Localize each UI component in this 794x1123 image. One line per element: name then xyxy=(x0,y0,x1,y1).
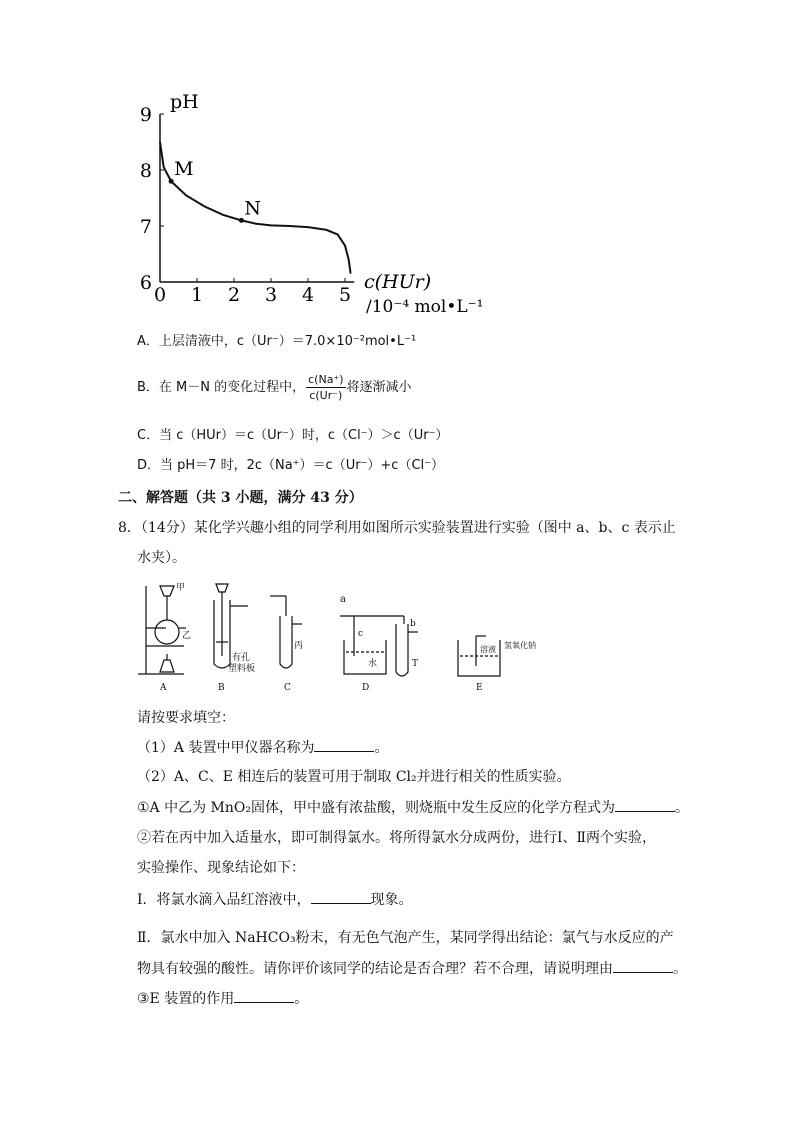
option-b-suffix: 将逐渐减小 xyxy=(346,380,412,395)
ph-chart xyxy=(130,88,510,320)
label-qyhn: 氢氧化钠 xyxy=(504,641,536,650)
label-B: B xyxy=(218,683,225,693)
apparatus-d xyxy=(340,616,418,676)
label-E: E xyxy=(476,683,483,693)
label-A: A xyxy=(160,683,167,693)
point-m xyxy=(169,179,174,184)
x-tick-label: 3 xyxy=(264,284,278,306)
answer-blank-4[interactable] xyxy=(613,958,673,973)
y-tick-label: 7 xyxy=(139,216,152,238)
label-rongye: 溶液 xyxy=(480,645,496,654)
point-label-n: N xyxy=(244,197,262,220)
answer-blank-2[interactable] xyxy=(615,797,675,812)
p6-end: 现象。 xyxy=(370,892,413,908)
p1-end: 。 xyxy=(374,740,389,756)
answer-blank-3[interactable] xyxy=(311,889,371,904)
x-tick-label: 0 xyxy=(153,284,167,306)
p1-text: （1）A 装置中甲仪器名称为 xyxy=(137,740,315,756)
option-d: D．当 pH＝7 时，2c（Na⁺）＝c（Ur⁻）+c（Cl⁻） xyxy=(137,458,445,473)
label-C: C xyxy=(284,683,291,693)
p8-end: 。 xyxy=(673,961,687,977)
apparatus-e xyxy=(458,636,500,676)
fill-prompt: 请按要求填空： xyxy=(137,710,235,726)
fill-p2: （2）A、C、E 相连后的装置可用于制取 Cl₂并进行相关的性质实验。 xyxy=(137,769,571,785)
p3-end: 。 xyxy=(675,800,690,816)
option-b xyxy=(137,372,412,403)
fill-p6 xyxy=(137,889,413,910)
x-axis-label: c(HUr) xyxy=(364,271,432,293)
answer-blank-1[interactable] xyxy=(314,737,374,752)
p6-text: Ⅰ．将氯水滴入品红溶液中， xyxy=(137,892,311,908)
label-b: b xyxy=(410,619,416,629)
p3-text: ①A 中乙为 MnO₂固体，甲中盛有浓盐酸，则烧瓶中发生反应的化学方程式为 xyxy=(137,800,616,816)
x-tick-label: 1 xyxy=(190,284,204,306)
label-jia: 甲 xyxy=(176,583,186,593)
answer-blank-5[interactable] xyxy=(234,988,294,1003)
x-tick-label: 2 xyxy=(227,284,241,306)
option-b-numerator: c(Na⁺) xyxy=(308,373,344,386)
fill-p1 xyxy=(137,737,388,758)
y-tick-label: 6 xyxy=(139,272,152,294)
section-title: 二、解答题（共 3 小题，满分 43 分） xyxy=(118,490,363,506)
x-axis-unit: /10⁻⁴ mol•L⁻¹ xyxy=(366,297,484,317)
p9-text: ③E 装置的作用 xyxy=(137,991,235,1007)
option-b-prefix: B．在 M－N 的变化过程中， xyxy=(137,380,306,395)
option-b-denominator: c(Ur⁻) xyxy=(309,389,343,402)
q8-line1: 8．（14分）某化学兴趣小组的同学利用如图所示实验装置进行实验（图中 a、b、c 表示止 xyxy=(118,520,676,536)
q8-line2: 水夹）。 xyxy=(137,550,186,566)
point-n xyxy=(239,218,244,223)
fill-p4: ②若在丙中加入适量水，即可制得氯水。将所得氯水分成两份，进行Ⅰ、Ⅱ两个实验， xyxy=(137,830,657,846)
fill-p3 xyxy=(137,797,689,818)
option-c: C．当 c（HUr）＝c（Ur⁻）时，c（Cl⁻）＞c（Ur⁻） xyxy=(137,428,449,443)
apparatus-figure xyxy=(136,576,536,696)
x-tick-label: 4 xyxy=(301,284,315,306)
fill-p5: 实验操作、现象结论如下： xyxy=(137,860,305,876)
apparatus-c xyxy=(270,596,302,668)
label-c: c xyxy=(358,629,364,639)
fill-p9 xyxy=(137,988,308,1009)
apparatus-a xyxy=(138,586,186,674)
label-bing: 丙 xyxy=(294,641,304,651)
y-tick-label: 9 xyxy=(139,104,152,126)
fill-p7: Ⅱ．氯水中加入 NaHCO₃粉末，有无色气泡产生，某同学得出结论：氯气与水反应的产 xyxy=(137,930,674,946)
fill-p8 xyxy=(137,958,687,979)
p8-text: 物具有较强的酸性。请你评价该同学的结论是否合理？若不合理，请说明理由 xyxy=(137,961,613,977)
label-shui: 水 xyxy=(368,659,378,669)
label-T: T xyxy=(412,659,419,669)
y-axis-label: pH xyxy=(170,91,199,113)
label-yi: 乙 xyxy=(182,631,192,641)
label-a: a xyxy=(340,594,346,605)
label-youkong: 有孔 xyxy=(232,653,251,663)
label-suliaoban: 塑料板 xyxy=(228,664,256,674)
option-b-fraction xyxy=(306,372,345,403)
option-a: A．上层清液中，c（Ur⁻）＝7.0×10⁻²mol•L⁻¹ xyxy=(137,334,417,349)
y-tick-label: 8 xyxy=(139,160,152,182)
point-label-m: M xyxy=(174,158,194,181)
p9-end: 。 xyxy=(294,991,309,1007)
x-tick-label: 5 xyxy=(338,284,352,306)
label-D: D xyxy=(362,683,370,693)
chart-points xyxy=(169,158,261,223)
